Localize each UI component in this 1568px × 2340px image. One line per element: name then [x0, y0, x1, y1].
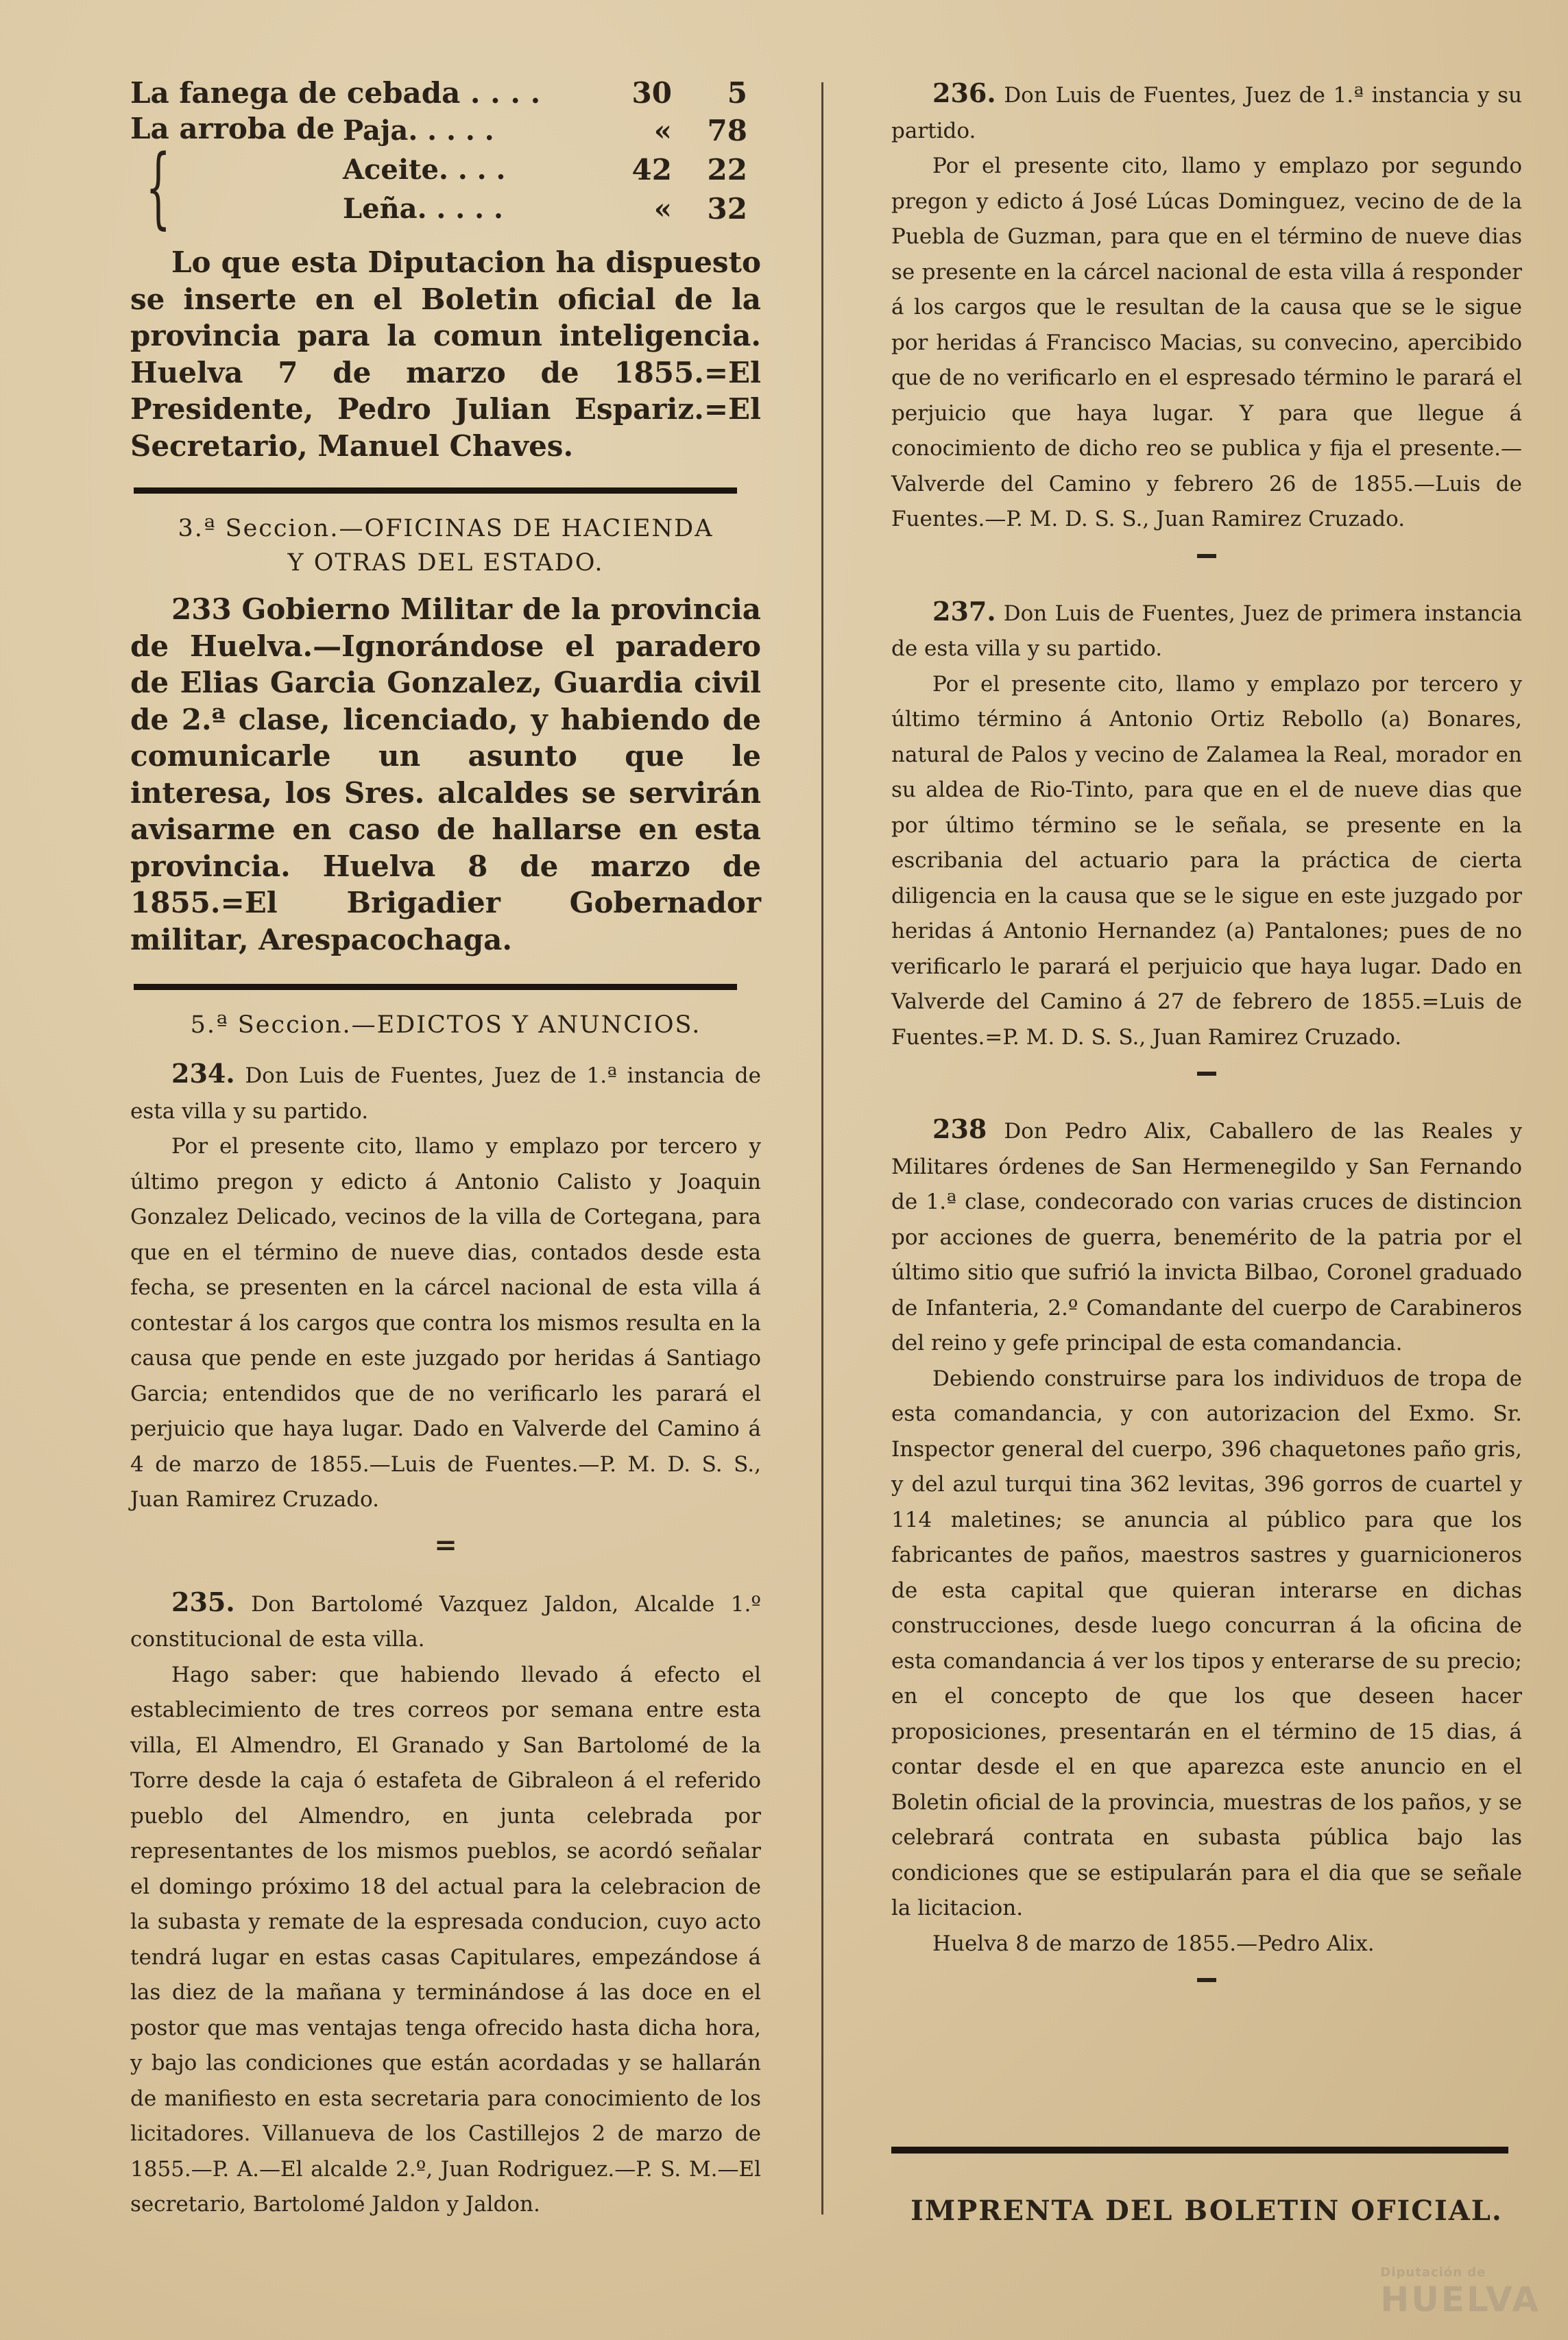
- price-value: 22: [707, 152, 747, 186]
- price-value: 5: [727, 76, 747, 110]
- section3-heading-line1: 3.ª Seccion.—OFICINAS DE HACIENDA: [178, 515, 714, 542]
- price-item-name: Leña. . . . .: [343, 193, 503, 226]
- entry-237-head: [891, 594, 1522, 667]
- price-table: [130, 75, 747, 239]
- short-separator: [1197, 1978, 1216, 1982]
- entry-238: [891, 1111, 1522, 1962]
- entry-236-head: [891, 75, 1522, 149]
- price-value: 32: [707, 192, 747, 226]
- entry-number: 235.: [171, 1586, 235, 1617]
- thick-rule: [134, 487, 737, 494]
- section5-heading: 5.ª Seccion.—EDICTOS Y ANUNCIOS.: [190, 1011, 701, 1039]
- entry-234-body: Por el presente cito, llamo y emplazo por tercero y último pregon y edicto á Antonio Calisto y Joaquin Gonzalez Delicado, vecinos de la villa de Cortegana, para que en el término de nueve dias, contados desde esta fecha, se presenten en la cárcel nacional de esta villa á contestar á los cargos que contra los mismos resulta en la causa que pende en este juzgado por heridas á Santiago Garcia; entendidos que de no verificarlo les parará el perjuicio que haya lugar. Dado en Valverde del Camino á 4 de marzo de 1855.—Luis de Fuentes.—P. M. D. S. S., Juan Ramirez Cruzado.: [130, 1134, 761, 1512]
- section3-heading: [130, 511, 761, 580]
- entry-238-body: Debiendo construirse para los individuos de tropa de esta comandancia, y con autorizacion del Exmo. Sr. Inspector general del cuerpo, 396 chaquetones paño gris, y del azul turqui tina 362 levitas, 396 gorros de cuartel y 114 maletines; se anuncia al público para que los fabricantes de paños, maestros sastres y guarnicioneros de esta capital que quieran interarse en dichas construcciones, desde luego concurran á la oficina de esta comandancia á ver los tipos y enterarse de su precio; en el concepto de que los que deseen hacer proposiciones, presentarán en el término de 15 dias, á contar desde el en que aparezca este anuncio en el Boletin oficial de la provincia, muestras de los paños, y se celebrará contrata en subasta pública bajo las condiciones que se estipularán para el dia que se señale la licitacion.: [891, 1366, 1522, 1920]
- price-value: 30: [631, 76, 672, 110]
- entry-238-signature: Huelva 8 de marzo de 1855.—Pedro Alix.: [932, 1931, 1375, 1956]
- price-label: La fanega de cebada . . . .: [130, 76, 541, 110]
- entry-234-head: [130, 1056, 761, 1129]
- entry-237-body: Por el presente cito, llamo y emplazo por tercero y último término á Antonio Ortiz Rebollo (a) Bonares, natural de Palos y vecino de Zalamea la Real, morador en su aldea de Rio-Tinto, para que en el de nueve dias que por último término se le señala, se presente en la escribania del actuario para la práctica de cierta diligencia en la causa que se le sigue en este juzgado por heridas á Antonio Hernandez (a) Pantalones; pues de no verificarlo le parará el perjuicio que haya lugar. Dado en Valverde del Camino á 27 de febrero de 1855.=Luis de Fuentes.=P. M. D. S. S., Juan Ramirez Cruzado.: [891, 671, 1522, 1050]
- watermark-logo: [1380, 2265, 1541, 2319]
- section3-heading-line2: Y OTRAS DEL ESTADO.: [287, 549, 604, 577]
- arroba-label: La arroba de: [130, 112, 335, 145]
- imprenta-footer: IMPRENTA DEL BOLETIN OFICIAL.: [910, 2195, 1503, 2227]
- watermark-small-text: Diputación de: [1380, 2265, 1486, 2280]
- entry-number: 236.: [932, 77, 996, 108]
- right-column: [891, 75, 1522, 2227]
- entry-heading: Don Luis de Fuentes, Juez de 1.ª instancia y su partido.: [891, 83, 1522, 143]
- entry-235-body: Hago saber: que habiendo llevado á efecto el establecimiento de tres correos por semana entre esta villa, El Almendro, El Granado y San Bartolomé de la Torre desde la caja ó estafeta de Gibraleon á el referido pueblo del Almendro, en junta celebrada por representantes de los mismos pueblos, se acordó señalar el domingo próximo 18 del actual para la celebracion de la subasta y remate de la espresada conducion, cuyo acto tendrá lugar en estas casas Capitulares, empezándose á las diez de la mañana y terminándose á las doce en el postor que mas ventajas tenga ofrecido hasta dicha hora, y bajo las condiciones que están acordadas y se hallarán de manifiesto en esta secretaria para conocimiento de los licitadores. Villanueva de los Castillejos 2 de marzo de 1855.—P. A.—El alcalde 2.º, Juan Rodriguez.—P. S. M.—El secretario, Bartolomé Jaldon y Jaldon.: [130, 1662, 761, 2217]
- entry-236-body: Por el presente cito, llamo y emplazo por segundo pregon y edicto á José Lúcas Dominguez, vecino de de la Puebla de Guzman, para que en el término de nueve dias se presente en la cárcel nacional de esta villa á responder á los cargos que le resultan de la causa que se le sigue por heridas á Francisco Macias, su convecino, apercibido que de no verificarlo en el espresado término le parará el perjuicio que haya lugar. Y para que llegue á conocimiento de dicho reo se publica y fija el presente.—Valverde del Camino y febrero 26 de 1855.—Luis de Fuentes.—P. M. D. S. S., Juan Ramirez Cruzado.: [891, 154, 1522, 531]
- thick-rule: [134, 984, 737, 990]
- price-item-name: Paja. . . . .: [343, 114, 494, 147]
- entry-number: 234.: [171, 1058, 235, 1089]
- separator: =: [434, 1528, 457, 1561]
- brace-glyph: {: [145, 136, 171, 239]
- entry-235-head: [130, 1584, 761, 1658]
- price-row-paja: [130, 111, 747, 150]
- watermark-text: HUELVA: [1380, 2280, 1541, 2319]
- short-separator: [1197, 554, 1216, 558]
- price-item-name: Aceite. . . .: [343, 153, 506, 186]
- price-row-cebada: [130, 75, 747, 111]
- entry-235: [130, 1584, 761, 2223]
- column-divider: [821, 82, 823, 2215]
- entry-heading: Don Pedro Alix, Caballero de las Reales y Militares órdenes de San Hermenegildo y San Fernando de 1.ª clase, condecorado con varias cruces de distincion por acciones de guerra, benemérito de la patria por el último sitio que sufrió la invicta Bilbao, Coronel graduado de Infanteria, 2.º Comandante del cuerpo de Carabineros del reino y gefe principal de esta comandancia.: [891, 1119, 1522, 1355]
- left-column: [130, 75, 761, 2223]
- entry-number: 237.: [932, 595, 996, 627]
- entry-236: [891, 75, 1522, 538]
- entry-heading: Don Luis de Fuentes, Juez de primera instancia de esta villa y su partido.: [891, 601, 1522, 661]
- entry-238-head: [891, 1111, 1522, 1362]
- entry-heading: Don Luis de Fuentes, Juez de 1.ª instancia de esta villa y su partido.: [130, 1063, 761, 1124]
- arroba-label-cell: [130, 111, 343, 239]
- diputacion-notice: Lo que esta Diputacion ha dispuesto se inserte en el Boletin oficial de la provincia para la comun inteligencia. Huelva 7 de marzo de 1855.=El Presidente, Pedro Julian Espariz.=El Secretario, Manuel Chaves.: [130, 245, 761, 463]
- price-value: 78: [707, 113, 747, 147]
- entry-number: 238: [932, 1113, 987, 1144]
- price-value: «: [653, 113, 672, 147]
- thick-rule: [891, 2147, 1508, 2154]
- price-value: «: [653, 192, 672, 226]
- short-separator: [1197, 1072, 1216, 1076]
- entry-234: [130, 1056, 761, 1518]
- entry-heading: Don Bartolomé Vazquez Jaldon, Alcalde 1.º constitucional de esta villa.: [130, 1591, 761, 1652]
- price-value: 42: [631, 152, 672, 186]
- entry-237: [891, 594, 1522, 1056]
- entry-233: 233 Gobierno Militar de la provincia de Huelva.—Ignorándose el paradero de Elias Garcia Gonzalez, Guardia civil de 2.ª clase, licenciado, y habiendo de comunicarle un asunto que le interesa, los Sres. alcaldes se servirán avisarme en caso de hallarse en esta provincia. Huelva 8 de marzo de 1855.=El Brigadier Gobernador militar, Arespacochaga.: [130, 592, 761, 956]
